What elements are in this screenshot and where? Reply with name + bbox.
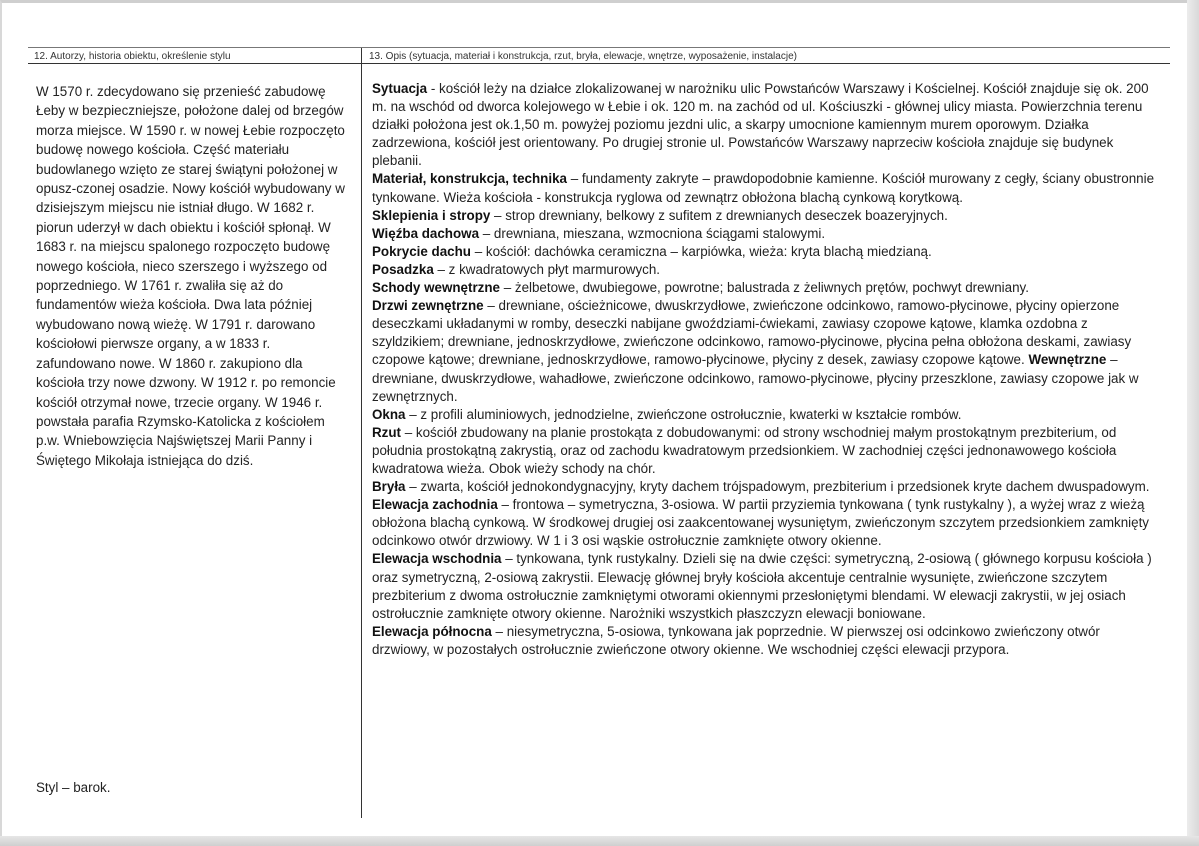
desc-wiezba	[372, 225, 1160, 243]
desc-heading: Schody wewnętrzne	[372, 280, 500, 296]
desc-text: – z profili aluminiowych, jednodzielne, zwieńczone ostrołucznie, kwaterki w kształcie rombów.	[405, 406, 962, 422]
desc-text: – fundamenty zakryte – prawdopodobnie kamienne. Kościół murowany z cegły, ściany obustronnie tynkowane. Wieża kościoła - konstrukcja ryglowa od zewnątrz obłożona blachą cynkową korytkową.	[372, 171, 1155, 205]
scan-right-edge	[1187, 0, 1199, 846]
desc-text: – drewniane, dwuskrzydłowe, wahadłowe, zwieńczone odcinkowo, ramowo-płycinowe, płyciny przeszklone, zawiasy czopowe jak w zewnętrznych.	[372, 352, 1139, 404]
section-13-header: 13. Opis (sytuacja, materiał i konstrukcja, rzut, bryła, elewacje, wnętrze, wyposażenie, instalacje)	[369, 51, 797, 62]
desc-sytuacja	[372, 80, 1160, 170]
desc-text: – drewniane, ościeżnicowe, dwuskrzydłowe, zwieńczone odcinkowo, ramowo-płycinowe, płyciny opierzone deseczkami układanymi w romby, deseczki nabijane gwoździami-ćwiekami, zawiasy czopowe kątowe, klamka ozdobna z szyldzikiem; drewniane, jednoskrzydłowe, zwieńczone odcinkowo, ramowo-płycinowe, płycina pełna obłożona deskami, zawiasy czopowe kątowe; drewniane, jednoskrzydłowe, ramowo-płycinowe, płyciny z desek, zawiasy czopowe kątowe.	[372, 298, 1132, 368]
desc-pokrycie	[372, 243, 1160, 261]
desc-text: - kościół leży na działce zlokalizowanej w narożniku ulic Powstańców Warszawy i Kościelnej. Kościół znajduje się ok. 200 m. na wschód od dworca kolejowego w Łebie i ok. 120 m. na zachód od ul. Kościuszki - głównej ulicy miasta. Powierzchnia terenu działki położona jest ok.1,50 m. powyżej poziomu jezdni ulic, a skarpy umocnione kamiennym murem oporowym. Działka zadrzewiona, kościół jest orientowany. Po drugiej stronie ul. Powstańców Warszawy naprzeciw kościoła znajduje się budynek plebanii.	[372, 81, 1149, 169]
desc-text: – kościół: dachówka ceramiczna – karpiówka, wieża: kryta blachą miedzianą.	[471, 243, 932, 259]
desc-rzut	[372, 424, 1160, 478]
desc-drzwi	[372, 297, 1160, 406]
header-top-rule	[28, 47, 1170, 48]
desc-text: – niesymetryczna, 5-osiowa, tynkowana jak poprzednie. W pierwszej osi odcinkowo zwieńczony otwór drzwiowy, w pozostałych ostrołucznie zwieńczone otwory okienne. We wschodniej części elewacji przypora.	[372, 623, 1100, 657]
desc-text: – z kwadratowych płyt marmurowych.	[433, 261, 661, 277]
style-label: Styl – barok.	[36, 780, 111, 795]
history-text: W 1570 r. zdecydowano się przenieść zabudowę Łeby w bezpieczniejsze, położone dalej od brzegów morza miejsce. W 1590 r. w nowej Łebie rozpoczęto budowę nowego kościoła. Część materiału budowlanego wzięto ze starej świątyni położonej w opusz-czonej osadzie. Nowy kościół wybudowany w dzisiejszym miejscu nie istniał długo. W 1682 r. piorun uderzył w dach obiektu i kościół spłonął. W 1683 r. na miejscu spalonego rozpoczęto budowę nowego kościoła, nieco szerszego i wyższego od poprzedniego. W 1761 r. zwaliła się aż do fundamentów wieża kościoła. Dwa lata później wybudowano nową wieżę. W 1791 r. darowano kościołowi pierwsze organy, a w 1833 r. zafundowano nowe. W 1860 r. zakupiono dla kościoła trzy nowe dzwony. W 1912 r. po remoncie kościół otrzymał nowe, trzecie organy. W 1946 r. powstała parafia Rzymsko-Katolicka z kościołem p.w. Wniebowzięcia Najświętszej Marii Panny i Świętego Mikołaja istniejąca do dziś.	[36, 84, 345, 468]
header-bottom-rule	[28, 63, 1170, 64]
desc-heading: Więźba dachowa	[372, 225, 480, 241]
desc-heading: Elewacja zachodnia	[372, 497, 498, 513]
desc-material	[372, 170, 1160, 206]
desc-heading: Pokrycie dachu	[372, 243, 471, 259]
description-body	[372, 80, 1160, 659]
desc-heading: Sytuacja	[372, 81, 428, 96]
desc-text: – frontowa – symetryczna, 3-osiowa. W partii przyziemia tynkowana ( tynk rustykalny ), a wyżej wraz z wieżą obłożona blachą cynkową. W środkowej drugiej osi zaakcentowanej wysuniętym, zwieńczonym szczytem przedsionkiem zamknięty odcinkowo otwór drzwiowy. W 1 i 3 osi wąskie ostrołucznie zamknięte otwory okienne.	[372, 497, 1149, 549]
scan-bottom-edge	[0, 836, 1199, 846]
desc-bryla	[372, 478, 1160, 496]
desc-elewacja-wschodnia	[372, 550, 1160, 622]
desc-posadzka	[372, 261, 1160, 279]
desc-heading: Materiał, konstrukcja, technika	[372, 171, 567, 187]
desc-elewacja-zachodnia	[372, 496, 1160, 550]
desc-sklepienia	[372, 207, 1160, 225]
desc-text: – żelbetowe, dwubiegowe, powrotne; balustrada z żeliwnych prętów, pochwyt drewniany.	[499, 280, 1029, 296]
desc-text: – kościół zbudowany na planie prostokąta z dobudowanymi: od strony wschodniej małym prostokątnym prezbiterium, od południa prostokątną zakrystią, oraz od zachodu kwadratowym przedsionkiem. W zachodniej części jednonawowego kościoła kwadratowa wieża. Obok wieży schody na chór.	[372, 424, 1117, 476]
section-12-header: 12. Autorzy, historia obiektu, określenie stylu	[34, 51, 231, 62]
desc-heading: Elewacja północna	[372, 623, 492, 639]
desc-heading: Okna	[372, 406, 406, 422]
desc-okna	[372, 406, 1160, 424]
desc-heading: Drzwi zewnętrzne	[372, 298, 484, 314]
desc-text: – strop drewniany, belkowy z sufitem z drewnianych deseczek boazeryjnych.	[490, 207, 948, 223]
desc-heading: Elewacja wschodnia	[372, 551, 502, 567]
desc-text: – drewniana, mieszana, wzmocniona ściągami stalowymi.	[479, 225, 826, 241]
column-divider	[361, 48, 362, 818]
desc-text: – zwarta, kościół jednokondygnacyjny, kryty dachem trójspadowym, prezbiterium i przedsionek kryte dachem dwuspadowym.	[405, 479, 1150, 495]
desc-heading: Rzut	[372, 424, 402, 440]
desc-elewacja-polnocna	[372, 623, 1160, 659]
desc-heading: Wewnętrzne	[1028, 352, 1107, 368]
desc-text: – tynkowana, tynk rustykalny. Dzieli się na dwie części: symetryczną, 2-osiową ( głównego korpusu kościoła ) oraz symetryczną, 2-osiową zakrystii. Elewację głównej bryły kościoła akcentuje centralnie wysunięte, zwieńczone szczytem prezbiterium z dwoma ostrołucznie zamkniętymi otworami okiennymi przesłoniętymi blendami. W elewacji zakrystii, w jej osiach ostrołucznie zamknięte otwory okienne. Narożniki wszystkich płaszczyzn elewacji boniowane.	[372, 551, 1152, 621]
desc-schody	[372, 279, 1160, 297]
desc-heading: Bryła	[372, 479, 406, 495]
desc-heading: Sklepienia i stropy	[372, 207, 491, 223]
desc-heading: Posadzka	[372, 261, 434, 277]
